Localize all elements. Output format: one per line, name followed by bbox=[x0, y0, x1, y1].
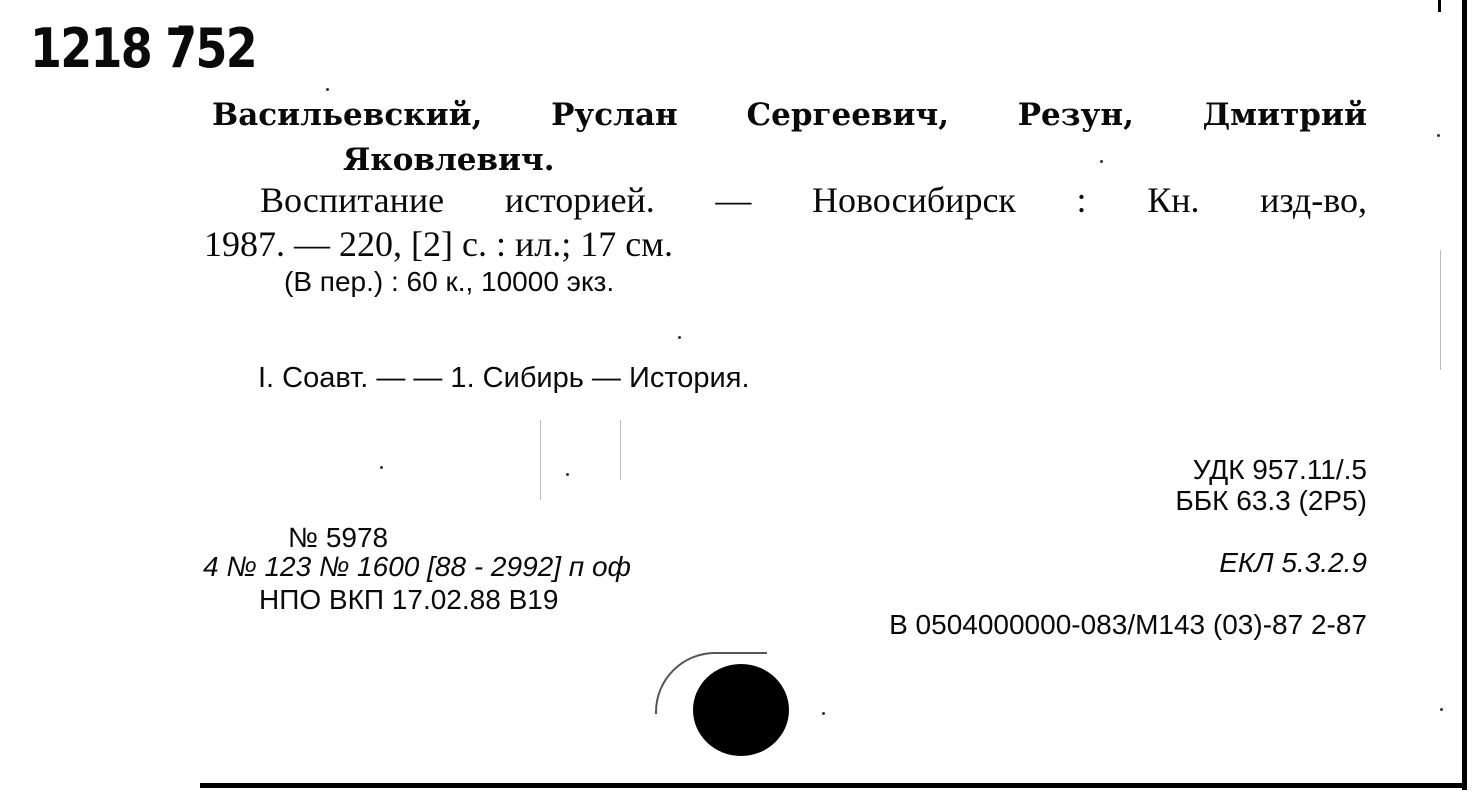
card-top-tick bbox=[1438, 0, 1441, 12]
scan-speck bbox=[678, 336, 681, 339]
author-word: Дмитрий bbox=[1202, 97, 1367, 133]
title-word: Воспитание bbox=[260, 180, 445, 220]
scan-speck bbox=[1437, 134, 1440, 137]
title-word: Кн. bbox=[1147, 180, 1200, 220]
bbk-code: ББК 63.3 (2Р5) bbox=[1175, 485, 1367, 516]
imprint-line: 1987. — 220, [2] с. : ил.; 17 см. bbox=[204, 224, 673, 264]
card-bottom-edge bbox=[200, 783, 1467, 788]
scan-guide-line bbox=[1440, 250, 1441, 370]
scan-speck bbox=[822, 712, 825, 715]
ekl-code: ЕКЛ 5.3.2.9 bbox=[1219, 547, 1367, 578]
scan-guide-line bbox=[620, 420, 621, 480]
publication-code: В 0504000000-083/М143 (03)-87 2-87 bbox=[889, 609, 1367, 640]
scan-speck bbox=[380, 466, 383, 469]
title-line bbox=[260, 182, 1367, 218]
punch-hole bbox=[693, 664, 789, 756]
title-word: изд-во, bbox=[1260, 180, 1367, 220]
title-word: историей. bbox=[504, 180, 655, 220]
print-info: 4 № 123 № 1600 [88 - 2992] п оф bbox=[203, 551, 631, 582]
scan-speck bbox=[1100, 160, 1103, 163]
order-number: № 5978 bbox=[288, 522, 389, 553]
title-word: — bbox=[715, 180, 752, 220]
tracings-line: I. Соавт. — — 1. Сибирь — История. bbox=[258, 362, 750, 394]
scan-speck bbox=[326, 88, 329, 91]
handwritten-shelfmark: 1218 7̄52 bbox=[30, 17, 256, 80]
title-word: Новосибирск bbox=[811, 180, 1016, 220]
author-word: Васильевский, bbox=[212, 97, 483, 133]
price-line: (В пер.) : 60 к., 10000 экз. bbox=[284, 266, 615, 297]
npo-line: НПО ВКП 17.02.88 В19 bbox=[259, 584, 559, 615]
author-word: Резун, bbox=[1017, 97, 1134, 133]
title-word: : bbox=[1076, 180, 1087, 220]
scan-guide-line bbox=[540, 420, 541, 500]
author-continuation: Яковлевич. bbox=[343, 142, 555, 178]
scan-speck bbox=[1440, 708, 1443, 711]
author-line bbox=[212, 97, 1367, 133]
udk-code: УДК 957.11/.5 bbox=[1192, 454, 1367, 485]
scan-speck bbox=[566, 473, 569, 476]
card-right-edge bbox=[1462, 0, 1467, 790]
author-word: Сергеевич, bbox=[746, 97, 949, 133]
author-word: Руслан bbox=[551, 97, 678, 133]
